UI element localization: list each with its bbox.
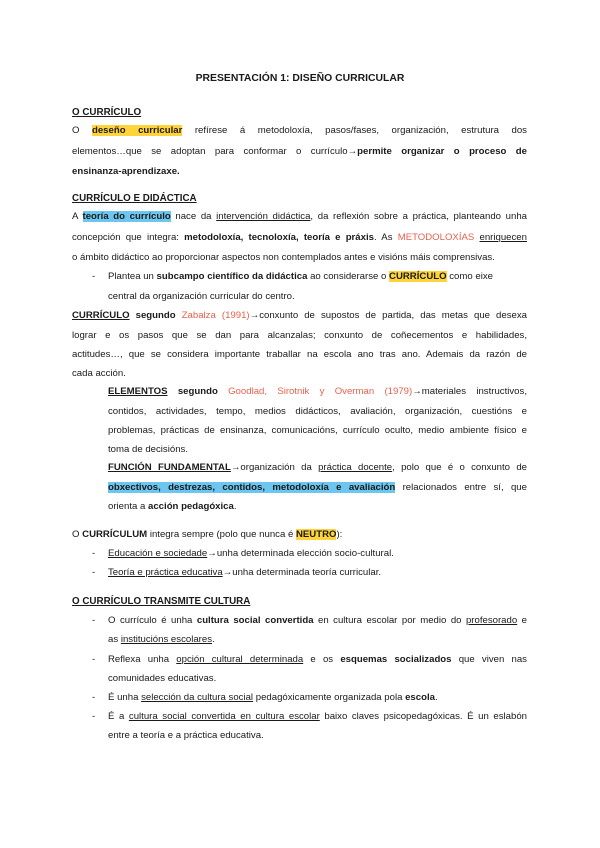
bullet-line: Educación e sociedade→unha determinada elección socio-cultural.: [108, 548, 394, 559]
bullet-line: as institucións escolares.: [108, 634, 215, 645]
paragraph-line: O CURRÍCULUM integra sempre (polo que nunca é NEUTRO):: [72, 529, 343, 540]
bullet-dash: -: [92, 548, 96, 559]
bullet-dash: -: [92, 615, 96, 626]
paragraph-line: actitudes…, que se considera importante traballar na escola ano tras ano. Ademais da razón de: [72, 349, 527, 360]
indented-line: FUNCIÓN FUNDAMENTAL→organización da práctica docente, polo que é o conxunto de: [108, 462, 527, 473]
section-heading-curriculo-didactica: CURRÍCULO E DIDÁCTICA: [72, 193, 197, 204]
bullet-dash: -: [92, 692, 96, 703]
bullet-dash: -: [92, 711, 96, 722]
indented-line: obxectivos, destrezas, contidos, metodoloxía e avaliación relacionados entre sí, que: [108, 482, 527, 493]
indented-line: toma de decisións.: [108, 444, 188, 455]
paragraph-line: A teoría do currículo nace da intervención didáctica, da reflexión sobre a práctica, planteando unha: [72, 211, 527, 222]
paragraph-line: CURRÍCULO segundo Zabalza (1991)→conxunto de supostos de partida, das metas que desexa: [72, 310, 527, 321]
bullet-line: É unha selección da cultura social pedagóxicamente organizada pola escola.: [108, 692, 438, 703]
bullet-dash: -: [92, 654, 96, 665]
paragraph-line: ensinanza-aprendizaxe.: [72, 166, 180, 177]
indented-line: orienta a acción pedagóxica.: [108, 501, 237, 512]
section-heading-transmite-cultura: O CURRÍCULO TRANSMITE CULTURA: [72, 596, 251, 607]
indented-line: problemas, prácticas de ensinanza, comunicacións, currículo oculto, medio ambiente físico e: [108, 425, 527, 436]
bullet-dash: -: [92, 271, 96, 282]
bullet-line: Plantea un subcampo científico da didáctica ao considerarse o CURRÍCULO como eixe: [108, 271, 493, 282]
bullet-line: É a cultura social convertida en cultura escolar baixo claves psicopedagóxicas. É un eslabón: [108, 711, 527, 722]
indented-line: contidos, actividades, tempo, medios didácticos, avaliación, organización, cuestións e: [108, 406, 527, 417]
paragraph-line: concepción que integra: metodoloxía, tecnoloxía, teoría e práxis. As METODOLOXÍAS enriquecen: [72, 232, 527, 243]
bullet-line: central da organización curricular do centro.: [108, 291, 295, 302]
bullet-line: O currículo é unha cultura social convertida en cultura escolar por medio do profesorado e: [108, 615, 527, 626]
paragraph-line: elementos…que se adoptan para conformar o currículo→permite organizar o proceso de: [72, 146, 527, 157]
bullet-line: Reflexa unha opción cultural determinada e os esquemas socializados que viven nas: [108, 654, 527, 665]
bullet-dash: -: [92, 567, 96, 578]
indented-line: ELEMENTOS segundo Goodlad, Sirotnik y Overman (1979)→materiales instructivos,: [108, 386, 527, 397]
bullet-line: entre a teoría e a práctica educativa.: [108, 730, 264, 741]
paragraph-line: O deseño curricular refírese á metodoloxía, pasos/fases, organización, estrutura dos: [72, 125, 527, 136]
page-title: PRESENTACIÓN 1: DISEÑO CURRICULAR: [195, 73, 405, 84]
section-heading-curriculo: O CURRÍCULO: [72, 107, 142, 118]
bullet-line: Teoría e práctica educativa→unha determinada teoría curricular.: [108, 567, 382, 578]
bullet-line: comunidades educativas.: [108, 673, 217, 684]
paragraph-line: o ámbito didáctico ao proporcionar aspectos non contemplados antes e visións máis comprensivas.: [72, 252, 495, 263]
paragraph-line: cada acción.: [72, 368, 126, 379]
paragraph-line: lograr e os pasos que se dan para alcanzalas; conxunto de coñecementos e habilidades,: [72, 330, 527, 341]
